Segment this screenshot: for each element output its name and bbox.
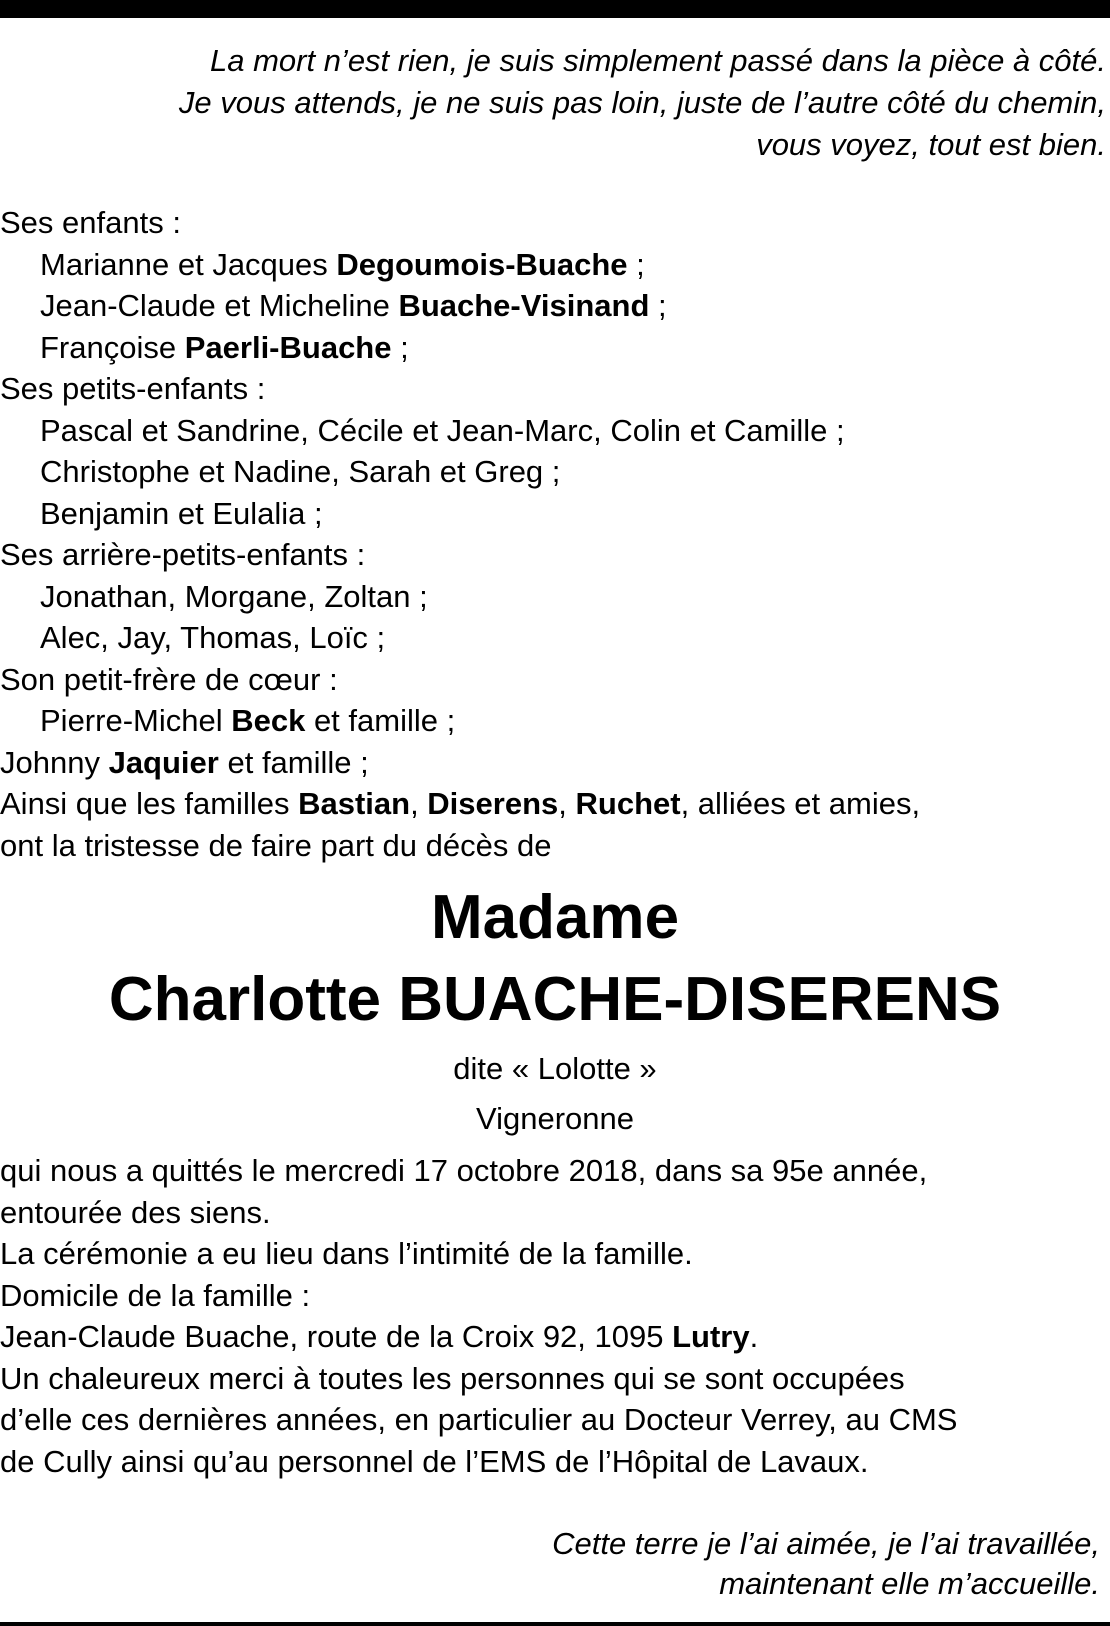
opening-quote [16,40,1106,166]
deceased-name: Charlotte BUACHE-DISERENS [108,965,1002,1034]
family-list [0,202,1100,866]
top-rule [0,0,1110,18]
surrounded-line: entourée des siens. [0,1194,271,1230]
suffix: et famille ; [218,744,369,780]
grandchildren-heading: Ses petits-enfants : [0,371,266,406]
punctuation: ; [391,329,409,365]
family-address [0,1316,1100,1358]
address-tail: . [749,1319,759,1354]
great-grandchildren-heading: Ses arrière-petits-enfants : [0,537,366,572]
announcement: ont la tristesse de faire part du décès de [0,827,552,863]
domicile-heading: Domicile de la famille : [0,1277,311,1313]
deceased-title: Madame [430,883,680,952]
great-grandchildren-entry: Alec, Jay, Thomas, Loïc ; [40,620,386,655]
child-entry [0,327,1100,369]
heart-brother-entry [0,700,1100,742]
johnny-entry [0,742,1100,784]
surname: Paerli-Buache [184,329,392,365]
child-entry [0,244,1100,286]
thanks-line: Un chaleureux merci à toutes les personnes qui se sont occupées [0,1360,905,1396]
deceased-nickname: dite « Lolotte » [453,1051,657,1086]
quote-line: Cette terre je l’ai aimée, je l’ai travaillée, [552,1526,1100,1561]
thanks-line: de Cully ainsi qu’au personnel de l’EMS de l’Hôpital de Lavaux. [0,1443,869,1479]
surname: Bastian [298,786,411,821]
heart-brother-heading: Son petit-frère de cœur : [0,661,338,697]
quote-line: Je vous attends, je ne suis pas loin, juste de l’autre côté du chemin, [178,85,1106,120]
punctuation: ; [627,246,645,282]
grandchildren-entry: Benjamin et Eulalia ; [40,495,323,531]
separator: , [410,786,428,821]
first-names: Marianne et Jacques [40,246,337,282]
first-names: Jean-Claude et Micheline [40,288,399,323]
suffix: et famille ; [305,703,456,738]
thanks-line: d’elle ces dernières années, en particulier au Docteur Verrey, au CMS [0,1402,958,1437]
surname: Ruchet [575,786,681,821]
grandchildren-entry: Christophe et Nadine, Sarah et Greg ; [40,454,561,489]
bottom-rule [0,1622,1110,1626]
first-names: Françoise [40,329,185,365]
address-city: Lutry [672,1319,750,1354]
surname: Degoumois-Buache [336,246,628,282]
children-heading: Ses enfants : [0,205,181,240]
separator: , [558,786,576,821]
child-entry [0,285,1100,327]
families-tail: , alliées et amies, [680,786,921,821]
allied-families [0,783,1100,825]
punctuation: ; [649,288,667,323]
families-intro: Ainsi que les familles [0,786,299,821]
quote-line: La mort n’est rien, je suis simplement passé dans la pièce à côté. [209,43,1106,78]
surname: Jaquier [108,744,219,780]
ceremony-line: La cérémonie a eu lieu dans l’intimité de la famille. [0,1236,693,1271]
address-text: Jean-Claude Buache, route de la Croix 92, 1095 [0,1319,673,1354]
first-names: Pierre-Michel [40,703,232,738]
quote-line: vous voyez, tout est bien. [756,127,1106,162]
closing-quote [40,1524,1100,1604]
death-date-line: qui nous a quittés le mercredi 17 octobre 2018, dans sa 95e année, [0,1153,928,1188]
grandchildren-entry: Pascal et Sandrine, Cécile et Jean-Marc, Colin et Camille ; [40,412,845,448]
surname: Buache-Visinand [398,288,650,323]
surname: Beck [231,703,306,738]
closing-text [0,1150,1100,1482]
deceased-occupation: Vigneronne [475,1101,634,1136]
surname: Diserens [427,786,559,821]
first-names: Johnny [0,744,109,780]
quote-line: maintenant elle m’accueille. [719,1566,1100,1601]
great-grandchildren-entry: Jonathan, Morgane, Zoltan ; [40,578,428,614]
